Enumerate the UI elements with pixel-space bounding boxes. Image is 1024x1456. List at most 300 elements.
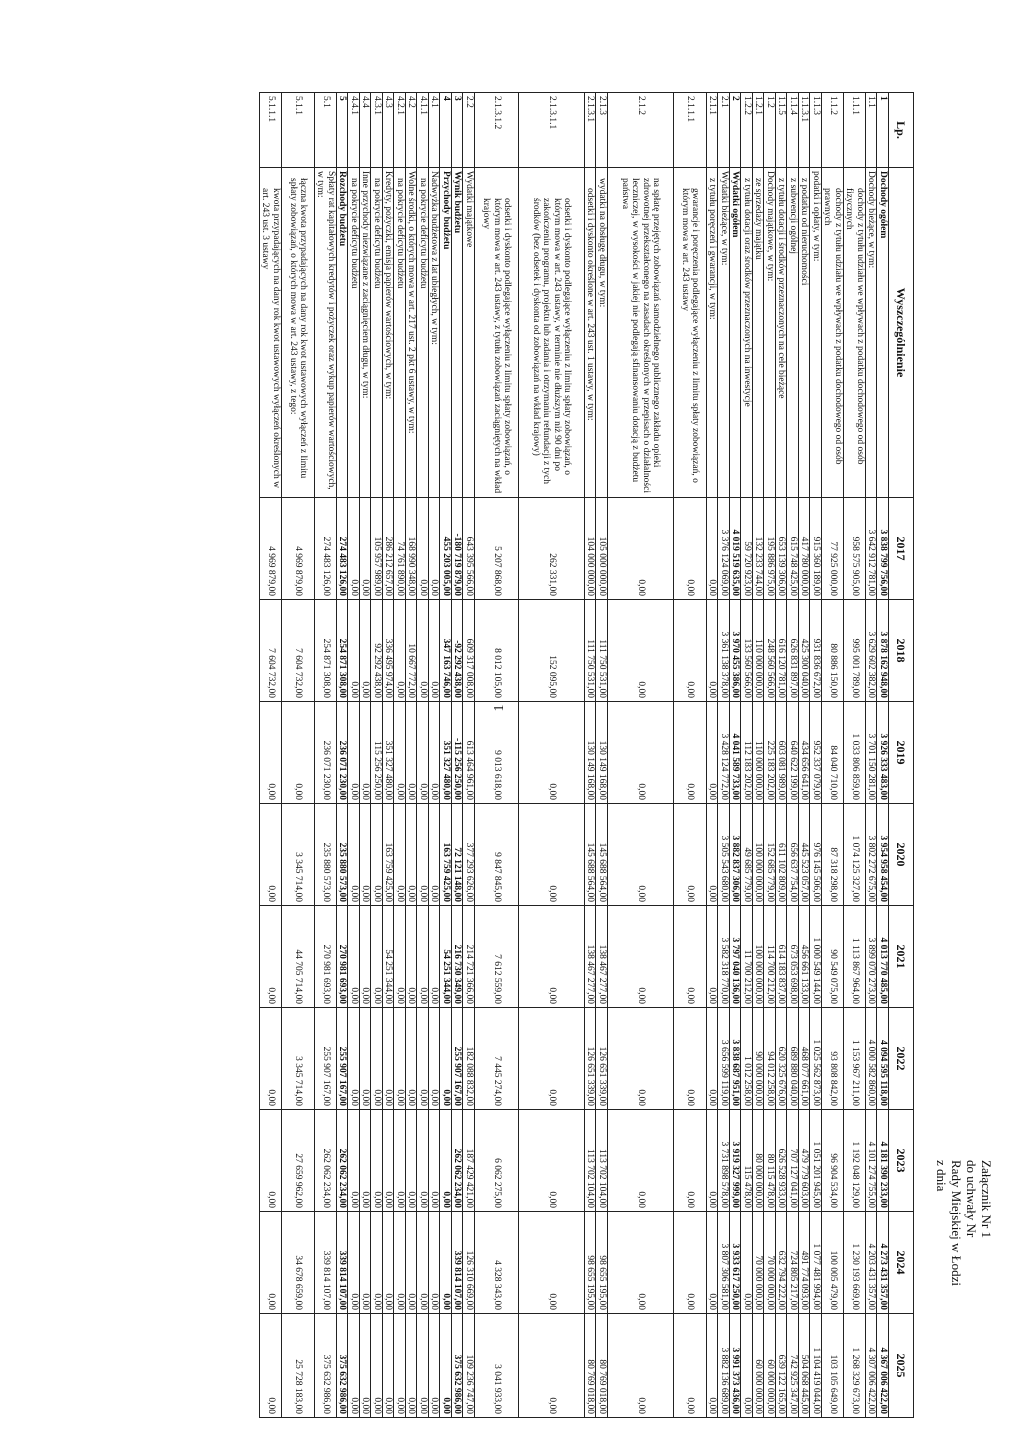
year-value-cell: 0,00 — [608, 1314, 674, 1418]
column-header: 2024 — [889, 1212, 914, 1314]
year-value-cell: 1 074 125 327,00 — [844, 804, 866, 906]
row-number: 1.1.1 — [844, 93, 866, 168]
year-value-cell: 236 071 230,00 — [315, 702, 337, 804]
year-value-cell: 1 104 419 044,00 — [810, 1314, 822, 1418]
attachment-note-line: z dnia — [934, 1160, 949, 1192]
year-value-cell: 90 549 075,00 — [822, 906, 844, 1008]
year-value-cell: 115 478,00 — [741, 1110, 753, 1212]
row-number: 2.2 — [463, 93, 475, 168]
year-value-cell: 1 192 048 129,00 — [844, 1110, 866, 1212]
year-value-cell: 0,00 — [383, 1212, 395, 1314]
row-description: Spłaty rat kapitałowych kredytów i pożyczek oraz wykup papierów wartościowych, w tym: — [315, 168, 337, 498]
year-value-cell: 11 700 212,00 — [741, 906, 753, 1008]
year-value-cell: 0,00 — [360, 906, 372, 1008]
row-number: 1.2 — [764, 93, 776, 168]
year-value-cell: 4 041 589 733,00 — [730, 702, 742, 804]
year-value-cell: 0,00 — [417, 1008, 429, 1110]
year-value-cell: 60 000 000,00 — [753, 1314, 765, 1418]
year-value-cell: 375 632 986,00 — [337, 1314, 349, 1418]
year-value-cell: 0,00 — [371, 1212, 383, 1314]
year-value-cell: 0,00 — [348, 804, 360, 906]
year-value-cell: 0,00 — [348, 1314, 360, 1418]
year-value-cell: -115 256 250,00 — [452, 702, 464, 804]
year-value-cell: 0,00 — [417, 498, 429, 600]
year-value-cell: 235 880 573,00 — [337, 804, 349, 906]
year-value-cell: 105 957 989,00 — [371, 498, 383, 600]
row-description: gwarancje i poręczenia podlegające wyłączeniu z limitu spłaty zobowiązań, o którym mowa w art. 243 ustawy — [674, 168, 707, 498]
table-row — [348, 93, 360, 1418]
year-value-cell: 115 256 250,00 — [371, 702, 383, 804]
year-value-cell: 0,00 — [429, 498, 441, 600]
column-header: 2022 — [889, 1008, 914, 1110]
year-value-cell: 3 629 602 382,00 — [866, 600, 878, 702]
year-value-cell: -92 292 438,00 — [452, 600, 464, 702]
year-value-cell: 96 904 534,00 — [822, 1110, 844, 1212]
year-value-cell: 4 273 431 357,00 — [877, 1212, 889, 1314]
year-value-cell: 254 871 308,00 — [315, 600, 337, 702]
year-value-cell: 417 780 000,00 — [799, 498, 811, 600]
row-number: 1.2.1 — [753, 93, 765, 168]
row-description: na pokrycie deficytu budżetu — [371, 168, 383, 498]
year-value-cell: 7 604 732,00 — [260, 600, 282, 702]
year-value-cell: 1 230 193 669,00 — [844, 1212, 866, 1314]
year-value-cell: 611 102 809,00 — [776, 804, 788, 906]
year-value-cell: 274 483 126,00 — [315, 498, 337, 600]
year-value-cell: 235 880 573,00 — [315, 804, 337, 906]
year-value-cell: 3 954 958 454,00 — [877, 804, 889, 906]
year-value-cell: 0,00 — [707, 498, 719, 600]
column-header: 2023 — [889, 1110, 914, 1212]
year-value-cell: 3 345 714,00 — [282, 1008, 315, 1110]
year-value-cell: 262 062 234,00 — [315, 1110, 337, 1212]
year-value-cell: 80 769 018,00 — [585, 1314, 597, 1418]
year-value-cell: 138 467 277,00 — [585, 906, 597, 1008]
year-value-cell: 3 428 124 772,00 — [718, 702, 730, 804]
year-value-cell: 0,00 — [417, 1212, 429, 1314]
year-value-cell: 639 122 165,00 — [776, 1314, 788, 1418]
year-value-cell: 689 880 040,00 — [787, 1008, 799, 1110]
table-row — [452, 93, 464, 1418]
year-value-cell: 0,00 — [429, 600, 441, 702]
year-value-cell: -180 719 879,00 — [452, 498, 464, 600]
column-header: 2018 — [889, 600, 914, 702]
year-value-cell: 0,00 — [260, 702, 282, 804]
year-value-cell: 130 149 168,00 — [596, 702, 608, 804]
year-value-cell: 653 139 306,00 — [776, 498, 788, 600]
year-value-cell: 4 094 595 118,00 — [877, 1008, 889, 1110]
year-value-cell: 262 331,00 — [519, 498, 585, 600]
year-value-cell: 0,00 — [429, 1008, 441, 1110]
year-value-cell: 3 926 333 483,00 — [877, 702, 889, 804]
financial-forecast-table — [259, 92, 914, 1418]
year-value-cell: 0,00 — [707, 906, 719, 1008]
year-value-cell: 9 847 845,00 — [475, 804, 519, 906]
year-value-cell: 72 121 148,00 — [452, 804, 464, 906]
year-value-cell: 1 012 258,00 — [741, 1008, 753, 1110]
row-number: 5.1 — [315, 93, 337, 168]
year-value-cell: 0,00 — [260, 906, 282, 1008]
row-description: na pokrycie deficytu budżetu — [348, 168, 360, 498]
year-value-cell: 491 774 093,00 — [799, 1212, 811, 1314]
year-value-cell: 0,00 — [674, 498, 707, 600]
year-value-cell: 248 560 566,00 — [764, 600, 776, 702]
row-description: Przychody budżetu — [440, 168, 452, 498]
table-row — [440, 93, 452, 1418]
year-value-cell: 0,00 — [260, 1314, 282, 1418]
year-value-cell: 0,00 — [394, 1212, 406, 1314]
row-description: Wydatki ogółem — [730, 168, 742, 498]
year-value-cell: 3 919 327 999,00 — [730, 1110, 742, 1212]
row-description: dochody z tytułu udziału we wpływach z podatku dochodowego od osób fizycznych — [844, 168, 866, 498]
year-value-cell: 0,00 — [707, 1212, 719, 1314]
year-value-cell: 0,00 — [429, 906, 441, 1008]
year-value-cell: 339 814 107,00 — [315, 1212, 337, 1314]
table-row — [260, 93, 282, 1418]
year-value-cell: 126 651 339,00 — [596, 1008, 608, 1110]
year-value-cell: 479 779 603,00 — [799, 1110, 811, 1212]
year-value-cell: 70 000 000,00 — [764, 1212, 776, 1314]
row-number: 5.1.1.1 — [260, 93, 282, 168]
year-value-cell: 632 794 222,00 — [776, 1212, 788, 1314]
year-value-cell: 656 637 754,00 — [787, 804, 799, 906]
year-value-cell: 152 095,00 — [519, 600, 585, 702]
year-value-cell: 0,00 — [371, 1008, 383, 1110]
year-value-cell: 25 728 183,00 — [282, 1314, 315, 1418]
year-value-cell: 286 212 657,00 — [383, 498, 395, 600]
row-description: Wolne środki, o których mowa w art. 217 ust. 2 pkt 6 ustawy, w tym: — [406, 168, 418, 498]
row-description: ze sprzedaży majątku — [753, 168, 765, 498]
year-value-cell: 0,00 — [519, 702, 585, 804]
year-value-cell: 0,00 — [360, 1212, 372, 1314]
year-value-cell: 0,00 — [383, 1110, 395, 1212]
table-row — [776, 93, 788, 1418]
year-value-cell: 0,00 — [348, 1008, 360, 1110]
year-value-cell: 126 310 669,00 — [463, 1212, 475, 1314]
year-value-cell: 0,00 — [429, 702, 441, 804]
row-number: 1.2.2 — [741, 93, 753, 168]
year-value-cell: 255 907 167,00 — [452, 1008, 464, 1110]
table-row — [406, 93, 418, 1418]
year-value-cell: 0,00 — [440, 1314, 452, 1418]
year-value-cell: 6 062 275,00 — [475, 1110, 519, 1212]
row-number: 2.1.3 — [596, 93, 608, 168]
year-value-cell: 54 251 344,00 — [383, 906, 395, 1008]
row-number: 2.1.3.1 — [585, 93, 597, 168]
year-value-cell: 0,00 — [371, 1110, 383, 1212]
row-description: kwota przypadających na dany rok kwot ustawowych wyłączeń określonych w art. 243 ust. 3 ustawy — [260, 168, 282, 498]
year-value-cell: 0,00 — [394, 804, 406, 906]
year-value-cell: 958 575 905,00 — [844, 498, 866, 600]
year-value-cell: 10 667 772,00 — [406, 600, 418, 702]
year-value-cell: 4 013 770 485,00 — [877, 906, 889, 1008]
year-value-cell: 0,00 — [519, 804, 585, 906]
row-number: 2 — [730, 93, 742, 168]
row-number: 5 — [337, 93, 349, 168]
row-number: 1.1.5 — [776, 93, 788, 168]
year-value-cell: 0,00 — [406, 906, 418, 1008]
row-description: wydatki na obsługę długu, w tym: — [596, 168, 608, 498]
year-value-cell: 7 445 274,00 — [475, 1008, 519, 1110]
year-value-cell: 3 376 124 069,00 — [718, 498, 730, 600]
row-number: 4.1.1 — [417, 93, 429, 168]
year-value-cell: 4 307 006 422,00 — [866, 1314, 878, 1418]
year-value-cell: 0,00 — [440, 1110, 452, 1212]
year-value-cell: 7 612 559,00 — [475, 906, 519, 1008]
year-value-cell: 0,00 — [519, 1314, 585, 1418]
row-description: dochody z tytułu udziału we wpływach z podatku dochodowego od osób prawnych — [822, 168, 844, 498]
column-header: 2025 — [889, 1314, 914, 1418]
year-value-cell: 9 013 618,00 — [475, 702, 519, 804]
year-value-cell: 0,00 — [383, 1314, 395, 1418]
row-number: 1.1.3.1 — [799, 93, 811, 168]
row-description: Nadwyżka budżetowa z lat ubiegłych, w tym: — [429, 168, 441, 498]
column-header: 2020 — [889, 804, 914, 906]
year-value-cell: 434 656 641,00 — [799, 702, 811, 804]
table-row — [282, 93, 315, 1418]
year-value-cell: 84 040 710,00 — [822, 702, 844, 804]
year-value-cell: 152 685 779,00 — [764, 804, 776, 906]
year-value-cell: 640 622 199,00 — [787, 702, 799, 804]
year-value-cell: 74 761 890,00 — [394, 498, 406, 600]
year-value-cell: 0,00 — [674, 600, 707, 702]
year-value-cell: 0,00 — [348, 498, 360, 600]
row-description: z tytułu dotacji oraz środków przeznaczonych na inwestycje — [741, 168, 753, 498]
year-value-cell: 0,00 — [707, 1110, 719, 1212]
row-number: 3 — [452, 93, 464, 168]
year-value-cell: 0,00 — [360, 1314, 372, 1418]
row-description: z subwencji ogólnej — [787, 168, 799, 498]
year-value-cell: 0,00 — [260, 1008, 282, 1110]
row-number: 4.1 — [429, 93, 441, 168]
row-description: Dochody majątkowe, w tym: — [764, 168, 776, 498]
column-header: 2021 — [889, 906, 914, 1008]
year-value-cell: 145 688 564,00 — [585, 804, 597, 906]
column-header: 2019 — [889, 702, 914, 804]
table-row — [315, 93, 337, 1418]
table-row — [810, 93, 822, 1418]
table-row — [519, 93, 585, 1418]
year-value-cell: 0,00 — [519, 1110, 585, 1212]
year-value-cell: 0,00 — [741, 1314, 753, 1418]
year-value-cell: 0,00 — [674, 906, 707, 1008]
year-value-cell: 0,00 — [519, 1008, 585, 1110]
year-value-cell: 3 882 136 689,00 — [718, 1314, 730, 1418]
year-value-cell: 455 203 005,00 — [440, 498, 452, 600]
table-row — [596, 93, 608, 1418]
page-number-marker: 1 — [492, 704, 507, 712]
row-description: na pokrycie deficytu budżetu — [417, 168, 429, 498]
year-value-cell: 0,00 — [360, 702, 372, 804]
year-value-cell: 0,00 — [417, 906, 429, 1008]
year-value-cell: 3 656 599 119,00 — [718, 1008, 730, 1110]
table-row — [337, 93, 349, 1418]
row-description: z tytułu dotacji i środków przeznaczonych na cele bieżące — [776, 168, 788, 498]
year-value-cell: 105 000 000,00 — [596, 498, 608, 600]
year-value-cell: 92 292 438,00 — [371, 600, 383, 702]
year-value-cell: 0,00 — [406, 702, 418, 804]
row-number: 4 — [440, 93, 452, 168]
year-value-cell: 351 327 480,00 — [440, 702, 452, 804]
year-value-cell: 100 000 000,00 — [753, 906, 765, 1008]
year-value-cell: 254 871 308,00 — [337, 600, 349, 702]
table-row — [866, 93, 878, 1418]
year-value-cell: 77 925 000,00 — [822, 498, 844, 600]
year-value-cell: 1 113 867 964,00 — [844, 906, 866, 1008]
year-value-cell: 0,00 — [348, 600, 360, 702]
table-row — [787, 93, 799, 1418]
row-description: na spłatę przejętych zobowiązań samodzielnego publicznego zakładu opieki zdrowotnej przekształconego na zasadach określonych w przepisach o działalności leczniczej, w wysokości w jakiej nie podlegają sfinansowaniu dotacją z budżetu państwa — [608, 168, 674, 498]
year-value-cell: 0,00 — [394, 600, 406, 702]
year-value-cell: 0,00 — [417, 1314, 429, 1418]
row-number: 4.4.1 — [348, 93, 360, 168]
year-value-cell: 707 127 041,00 — [787, 1110, 799, 1212]
year-value-cell: 626 831 897,00 — [787, 600, 799, 702]
year-value-cell: 4 328 343,00 — [475, 1212, 519, 1314]
year-value-cell: 375 632 986,00 — [315, 1314, 337, 1418]
row-number: 4.4 — [360, 93, 372, 168]
year-value-cell: 1 033 806 859,00 — [844, 702, 866, 804]
year-value-cell: 0,00 — [608, 906, 674, 1008]
year-value-cell: 0,00 — [417, 804, 429, 906]
table-row — [730, 93, 742, 1418]
year-value-cell: 3 582 318 770,00 — [718, 906, 730, 1008]
table-row — [844, 93, 866, 1418]
year-value-cell: 0,00 — [519, 1212, 585, 1314]
row-number: 4.2 — [406, 93, 418, 168]
year-value-cell: 0,00 — [371, 804, 383, 906]
year-value-cell: 0,00 — [608, 498, 674, 600]
year-value-cell: 114 700 212,00 — [764, 906, 776, 1008]
row-description: Wydatki majątkowe — [463, 168, 475, 498]
year-value-cell: 0,00 — [406, 1110, 418, 1212]
year-value-cell: 0,00 — [360, 1008, 372, 1110]
year-value-cell: 347 163 746,00 — [440, 600, 452, 702]
row-description: odsetki i dyskonto podlegające wyłączeniu z limitu spłaty zobowiązań, o którym mowa w art. 243 ustawy, w terminie nie dłuższym niż 90 dni po zakończeniu programu, projektu lub zadania i otrzymaniu refundacji z tych środków (bez odsetek i dyskonta od zobowiązań na wkład krajowy) — [519, 168, 585, 498]
year-value-cell: 3 807 306 581,00 — [718, 1212, 730, 1314]
row-description: odsetki i dyskonto podlegające wyłączeniu z limitu spłaty zobowiązań, o którym mowa w art. 243 ustawy, z tytułu zobowiązań zaciągniętych na wkład krajowy — [475, 168, 519, 498]
year-value-cell: 0,00 — [394, 702, 406, 804]
year-value-cell: 80 886 150,00 — [822, 600, 844, 702]
table-row — [383, 93, 395, 1418]
year-value-cell: 44 705 714,00 — [282, 906, 315, 1008]
year-value-cell: 425 300 040,00 — [799, 600, 811, 702]
row-description: z podatku od nieruchomości — [799, 168, 811, 498]
year-value-cell: 3 731 898 578,00 — [718, 1110, 730, 1212]
year-value-cell: 7 604 732,00 — [282, 600, 315, 702]
year-value-cell: 0,00 — [674, 1314, 707, 1418]
table-row — [674, 93, 707, 1418]
year-value-cell: 0,00 — [394, 1008, 406, 1110]
year-value-cell: 626 528 933,00 — [776, 1110, 788, 1212]
row-description: Dochody bieżące, w tym: — [866, 168, 878, 498]
year-value-cell: 0,00 — [260, 1110, 282, 1212]
year-value-cell: 130 149 168,00 — [585, 702, 597, 804]
year-value-cell: 112 183 202,00 — [741, 702, 753, 804]
year-value-cell: 351 327 480,00 — [383, 702, 395, 804]
year-value-cell: 0,00 — [360, 498, 372, 600]
year-value-cell: 98 655 195,00 — [596, 1212, 608, 1314]
table-header-row — [889, 93, 914, 1418]
table-row — [360, 93, 372, 1418]
table-row — [877, 93, 889, 1418]
year-value-cell: 0,00 — [707, 1008, 719, 1110]
row-number: 1.1.2 — [822, 93, 844, 168]
year-value-cell: 3 797 040 136,00 — [730, 906, 742, 1008]
year-value-cell: 3 361 138 378,00 — [718, 600, 730, 702]
year-value-cell: 0,00 — [406, 1008, 418, 1110]
year-value-cell: 0,00 — [440, 1008, 452, 1110]
attachment-note-line: Rady Miejskiej w Łodzi — [949, 1160, 964, 1287]
year-value-cell: 3 882 837 306,00 — [730, 804, 742, 906]
year-value-cell: 3 838 687 951,00 — [730, 1008, 742, 1110]
year-value-cell: 456 661 133,00 — [799, 906, 811, 1008]
row-number: 4.3.1 — [371, 93, 383, 168]
year-value-cell: 214 721 366,00 — [463, 906, 475, 1008]
year-value-cell: 113 702 104,00 — [596, 1110, 608, 1212]
year-value-cell: 0,00 — [429, 1314, 441, 1418]
year-value-cell: 274 483 126,00 — [337, 498, 349, 600]
table-row — [799, 93, 811, 1418]
year-value-cell: 1 025 562 873,00 — [810, 1008, 822, 1110]
row-description: Wydatki bieżące, w tym: — [718, 168, 730, 498]
table-row — [475, 93, 519, 1418]
table-row — [822, 93, 844, 1418]
row-description: łączna kwota przypadających na dany rok kwot ustawowych wyłączeń z limitu spłaty zobowiązań, o których mowa w art. 243 ustawy, z tego: — [282, 168, 315, 498]
year-value-cell: 59 720 923,00 — [741, 498, 753, 600]
year-value-cell: 163 759 425,00 — [440, 804, 452, 906]
year-value-cell: 3 838 799 756,00 — [877, 498, 889, 600]
row-number: 4.3 — [383, 93, 395, 168]
year-value-cell: 0,00 — [429, 804, 441, 906]
year-value-cell: 643 395 566,00 — [463, 498, 475, 600]
table-body — [260, 93, 889, 1418]
year-value-cell: 1 077 481 994,00 — [810, 1212, 822, 1314]
year-value-cell: 0,00 — [608, 1110, 674, 1212]
year-value-cell: 8 012 105,00 — [475, 600, 519, 702]
row-number: 5.1.1 — [282, 93, 315, 168]
year-value-cell: 0,00 — [674, 702, 707, 804]
table-row — [417, 93, 429, 1418]
year-value-cell: 339 814 107,00 — [452, 1212, 464, 1314]
row-number: 4.2.1 — [394, 93, 406, 168]
row-description: Inne przychody niezwiązane z zaciągnięciem długu, w tym: — [360, 168, 372, 498]
table-row — [764, 93, 776, 1418]
year-value-cell: 0,00 — [360, 600, 372, 702]
year-value-cell: 90 000 000,00 — [753, 1008, 765, 1110]
year-value-cell: 620 325 676,00 — [776, 1008, 788, 1110]
year-value-cell: 0,00 — [348, 1212, 360, 1314]
year-value-cell: 0,00 — [608, 702, 674, 804]
year-value-cell: 603 081 989,00 — [776, 702, 788, 804]
table-row — [463, 93, 475, 1418]
year-value-cell: 377 293 626,00 — [463, 804, 475, 906]
year-value-cell: 5 207 868,00 — [475, 498, 519, 600]
year-value-cell: 0,00 — [260, 1212, 282, 1314]
year-value-cell: 262 062 234,00 — [337, 1110, 349, 1212]
year-value-cell: 1 051 201 945,00 — [810, 1110, 822, 1212]
year-value-cell: 0,00 — [394, 1314, 406, 1418]
year-value-cell: 0,00 — [707, 702, 719, 804]
table-row — [585, 93, 597, 1418]
year-value-cell: 145 688 564,00 — [596, 804, 608, 906]
year-value-cell: 615 748 425,00 — [787, 498, 799, 600]
year-value-cell: 976 145 506,00 — [810, 804, 822, 906]
table-row — [608, 93, 674, 1418]
year-value-cell: 3 899 070 273,00 — [866, 906, 878, 1008]
year-value-cell: 0,00 — [519, 906, 585, 1008]
year-value-cell: 255 907 167,00 — [315, 1008, 337, 1110]
year-value-cell: 93 808 842,00 — [822, 1008, 844, 1110]
